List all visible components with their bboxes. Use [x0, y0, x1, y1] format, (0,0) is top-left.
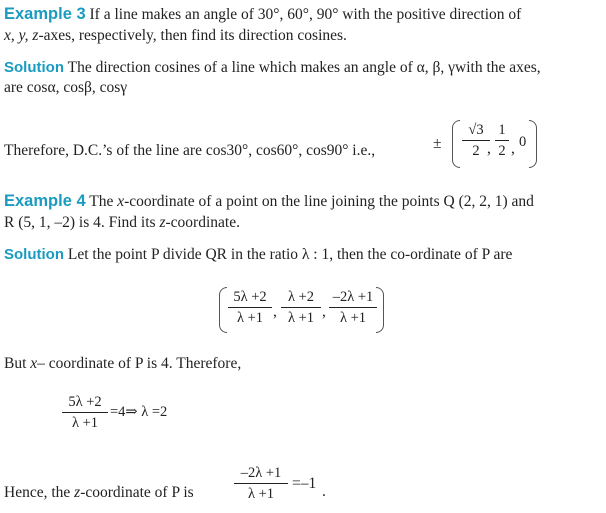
but-text-a: But: [4, 355, 31, 372]
solution-4-label: Solution: [4, 246, 64, 263]
but-text-b: – coordinate of P is 4. Therefore,: [37, 355, 242, 372]
dc-fraction-2: [495, 121, 509, 160]
hence-text-a: Hence, the: [4, 484, 75, 501]
solution-3-line-1: [4, 58, 541, 78]
coord-y-fraction: [281, 288, 321, 327]
dc-fraction-1-bar: [462, 140, 490, 141]
z-period: .: [322, 483, 326, 500]
solution-3-therefore: [4, 141, 375, 161]
example-3-text-1: If a line makes an angle of 30°, 60°, 90° with the positive direction of: [85, 6, 522, 23]
example-3-axes: x, y, z: [4, 27, 39, 44]
dc-fraction-2-bar: [495, 140, 509, 141]
coord-y-num: λ +2: [287, 289, 315, 305]
hence-z-var: z: [74, 484, 81, 501]
solution-3-label: Solution: [4, 59, 64, 76]
dc-statement: Therefore, D.C.’s of the line are cos30°, cos60°, cos90° i.e.,: [4, 142, 376, 159]
solution-3-text-2: are cosα, cosβ, cosγ: [4, 79, 128, 96]
equation-bar: [62, 412, 108, 413]
example-4-line-2: [4, 213, 240, 233]
dc-fraction-1: [462, 121, 490, 160]
equation-result: =4⇒ λ =2: [110, 404, 168, 420]
dc-fraction-1-num: √3: [468, 122, 484, 138]
dc-zero: 0: [519, 134, 527, 150]
coord-right-paren: [376, 287, 384, 333]
coord-z-den: λ +1: [339, 310, 367, 326]
example-4-text-1b: -coordinate of a point on the line joining the points Q (2, 2, 1) and: [124, 193, 534, 210]
plus-minus: ±: [433, 135, 442, 152]
coord-x-num: 5λ +2: [233, 289, 267, 305]
coord-x-den: λ +1: [236, 310, 264, 326]
z-bar: [234, 483, 288, 484]
coord-z-fraction: [329, 288, 377, 327]
dc-right-paren: [529, 120, 537, 168]
example-3-line-2: [4, 26, 347, 46]
example-4-line-1: [4, 191, 534, 212]
z-fraction: [234, 464, 288, 503]
z-result: =–1: [292, 475, 317, 492]
example-4-text-2a: R (5, 1, –2) is 4. Find its: [4, 214, 160, 231]
solution-4-line-1: [4, 245, 512, 265]
dc-left-paren: [452, 120, 460, 168]
coord-sep-1: ,: [273, 303, 277, 320]
example-4-label: Example 4: [4, 192, 86, 210]
dc-comma-2: ,: [511, 140, 515, 157]
example-4-text-2b: -coordinate.: [165, 214, 240, 231]
equation-num: 5λ +2: [68, 394, 102, 410]
example-4-text-1a: The: [85, 193, 118, 210]
dc-fraction-1-den: 2: [472, 143, 480, 159]
solution-4-text-1: Let the point P divide QR in the ratio λ : 1, then the co-ordinate of P are: [64, 246, 513, 263]
coord-sep-2: ,: [322, 303, 326, 320]
hence-line: [4, 483, 194, 503]
example-3-label: Example 3: [4, 5, 86, 23]
coord-z-bar: [329, 307, 377, 308]
but-line: [4, 354, 241, 374]
example-4-z-var: z: [159, 214, 166, 231]
coord-left-paren: [219, 287, 227, 333]
equation-fraction: [62, 393, 108, 432]
hence-text-b: -coordinate of P is: [80, 484, 194, 501]
dc-fraction-2-num: 1: [498, 122, 506, 138]
equation-den: λ +1: [71, 415, 99, 431]
example-3-text-2: -axes, respectively, then find its direction cosines.: [38, 27, 347, 44]
coord-z-num: –2λ +1: [332, 289, 374, 305]
dc-comma-1: ,: [487, 140, 491, 157]
dc-fraction-2-den: 2: [498, 143, 506, 159]
solution-3-text-1: The direction cosines of a line which makes an angle of α, β, γwith the axes,: [64, 59, 541, 76]
but-x-var: x: [30, 355, 38, 372]
coord-y-den: λ +1: [287, 310, 315, 326]
z-den: λ +1: [247, 486, 275, 502]
coord-x-fraction: [228, 288, 272, 327]
z-num: –2λ +1: [240, 465, 282, 481]
coord-y-bar: [281, 307, 321, 308]
example-4-x-var: x: [117, 193, 125, 210]
example-3-line-1: [4, 4, 521, 25]
coord-x-bar: [228, 307, 272, 308]
solution-3-line-2: [4, 78, 127, 98]
